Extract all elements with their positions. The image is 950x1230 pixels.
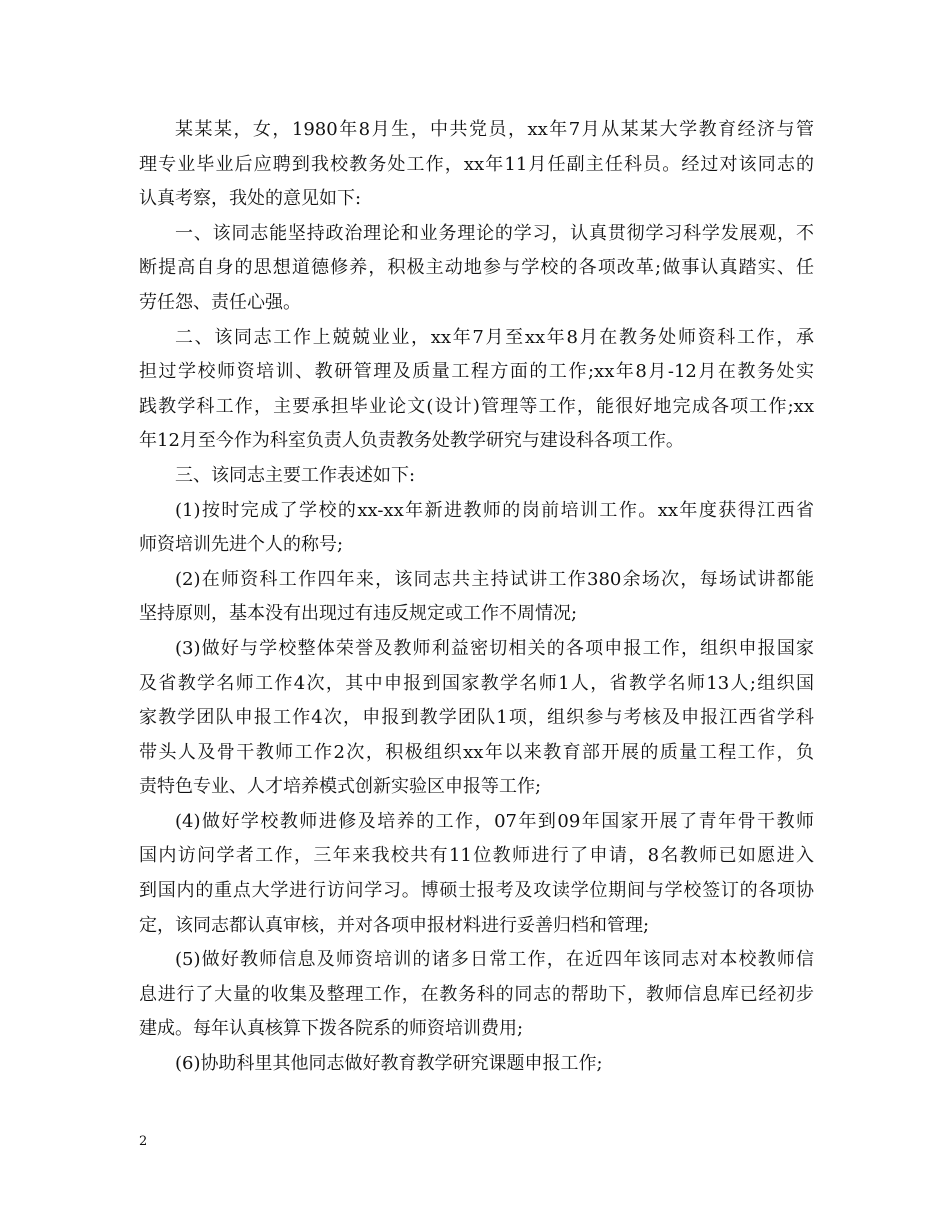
text-line: 一、该同志能坚持政治理论和业务理论的学习，认真贯彻学习科学发展观，不 bbox=[175, 222, 814, 244]
text-line: (5)做好教师信息及师资培训的诸多日常工作，在近四年该同志对本校教师信 bbox=[175, 949, 814, 971]
text-line: 建成。每年认真核算下拨各院系的师资培训费用; bbox=[139, 1018, 524, 1040]
text-line: 担过学校师资培训、教研管理及质量工程方面的工作;xx年8月-12月在教务处实 bbox=[139, 361, 814, 383]
text-line: 劳任怨、责任心强。 bbox=[139, 291, 301, 313]
text-line: 定，该同志都认真审核，并对各项申报材料进行妥善归档和管理; bbox=[139, 914, 650, 936]
text-line: (6)协助科里其他同志做好教育教学研究课题申报工作; bbox=[175, 1053, 603, 1075]
text-line: 年12月至今作为科室负责人负责教务处教学研究与建设科各项工作。 bbox=[139, 430, 684, 452]
text-line: (1)按时完成了学校的xx-xx年新进教师的岗前培训工作。xx年度获得江西省 bbox=[175, 499, 814, 521]
text-line: 三、该同志主要工作表述如下: bbox=[175, 464, 416, 486]
text-line: 到国内的重点大学进行访问学习。博硕士报考及攻读学位期间与学校签订的各项协 bbox=[139, 880, 814, 902]
page-number: 2 bbox=[139, 1134, 148, 1149]
text-line: 理专业毕业后应聘到我校教务处工作，xx年11月任副主任科员。经过对该同志的 bbox=[139, 153, 814, 175]
text-line: 家教学团队申报工作4次，申报到教学团队1项，组织参与考核及申报江西省学科 bbox=[139, 707, 814, 729]
text-line: 二、该同志工作上兢兢业业，xx年7月至xx年8月在教务处师资科工作，承 bbox=[175, 326, 814, 348]
text-line: 带头人及骨干教师工作2次，积极组织xx年以来教育部开展的质量工程工作，负 bbox=[139, 741, 814, 763]
text-line: 师资培训先进个人的称号; bbox=[139, 534, 344, 556]
text-line: 践教学科工作，主要承担毕业论文(设计)管理等工作，能很好地完成各项工作;xx bbox=[139, 395, 814, 417]
text-line: 国内访问学者工作，三年来我校共有11位教师进行了申请，8名教师已如愿进入 bbox=[139, 845, 814, 867]
text-line: 坚持原则，基本没有出现过有违反规定或工作不周情况; bbox=[139, 603, 578, 625]
text-line: (4)做好学校教师进修及培养的工作，07年到09年国家开展了青年骨干教师 bbox=[175, 810, 814, 832]
text-line: (3)做好与学校整体荣誉及教师利益密切相关的各项申报工作，组织申报国家 bbox=[175, 637, 814, 659]
text-line: 认真考察，我处的意见如下: bbox=[139, 188, 362, 210]
text-line: 责特色专业、人才培养模式创新实验区申报等工作; bbox=[139, 776, 542, 798]
document-body bbox=[139, 113, 814, 1082]
text-line: 及省教学名师工作4次，其中申报到国家教学名师1人，省教学名师13人;组织国 bbox=[139, 672, 814, 694]
text-line: 息进行了大量的收集及整理工作，在教务科的同志的帮助下，教师信息库已经初步 bbox=[139, 983, 814, 1005]
text-line: 某某某，女，1980年8月生，中共党员，xx年7月从某某大学教育经济与管 bbox=[175, 119, 814, 140]
text-line: (2)在师资科工作四年来，该同志共主持试讲工作380余场次，每场试讲都能 bbox=[175, 568, 814, 590]
text-line: 断提高自身的思想道德修养，积极主动地参与学校的各项改革;做事认真踏实、任 bbox=[139, 257, 814, 279]
